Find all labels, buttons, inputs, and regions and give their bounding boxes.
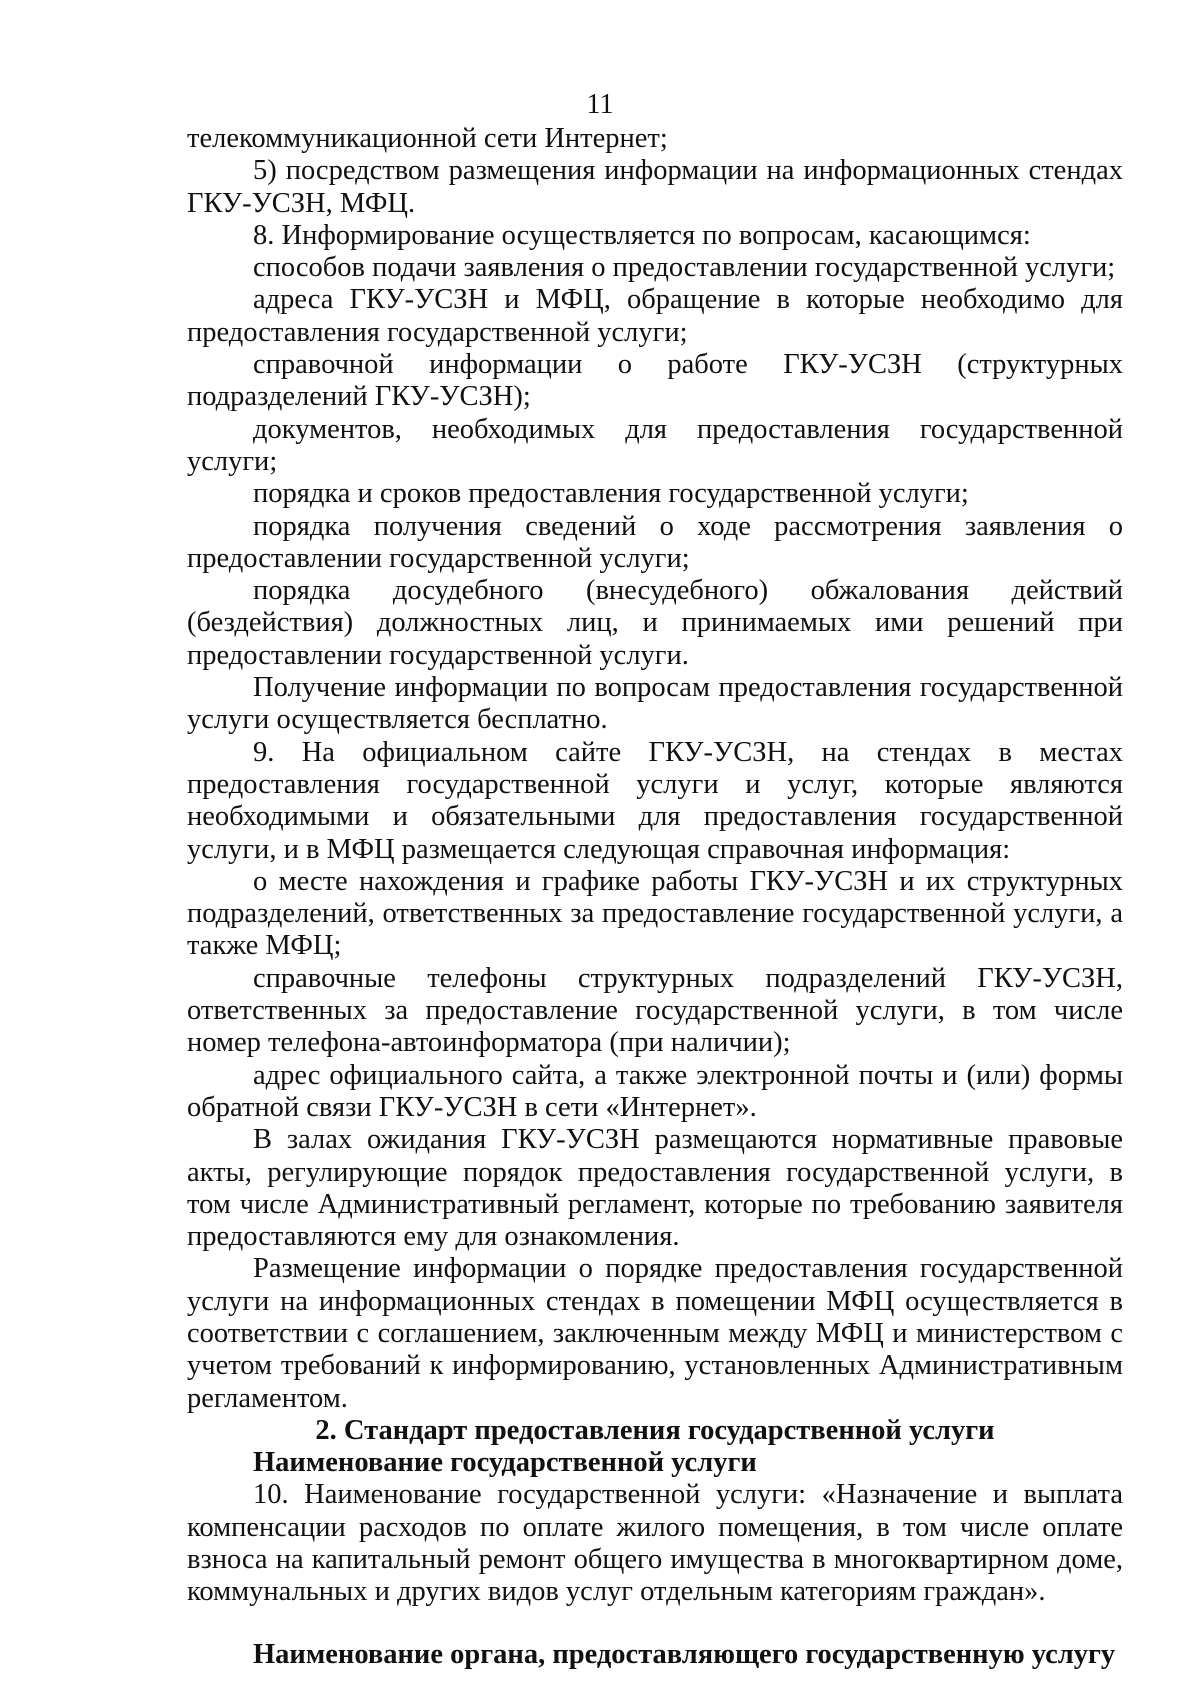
paragraph: 10. Наименование государственной услуги: «Назначение и выплата компенсации расходов по оплате жилого помещения, в том числе оплате взноса на капитальный ремонт общего имущества в многоквартирном доме, коммунальных и других видов услуг отдельным категориям граждан». <box>187 1479 1123 1608</box>
paragraph: 8. Информирование осуществляется по вопросам, касающимся: <box>253 219 1031 251</box>
paragraph: В залах ожидания ГКУ-УСЗН размещаются нормативные правовые акты, регулирующие порядок предоставления государственной услуги, в том числе Административный регламент, которые по требованию заявителя предоставляются ему для ознакомления. <box>187 1124 1123 1253</box>
paragraph: способов подачи заявления о предоставлении государственной услуги; <box>253 252 1116 284</box>
paragraph: адреса ГКУ-УСЗН и МФЦ, обращение в которые необходимо для предоставления государственной услуги; <box>187 284 1123 348</box>
paragraph: Размещение информации о порядке предоставления государственной услуги на информационных стендах в помещении МФЦ осуществляется в соответствии с соглашением, заключенным между МФЦ и министерством с учетом требований к информированию, установленных Административным регламентом. <box>187 1253 1123 1414</box>
paragraph: Получение информации по вопросам предоставления государственной услуги осуществляется бесплатно. <box>187 672 1123 736</box>
document-body <box>187 123 1123 1671</box>
paragraph: документов, необходимых для предоставления государственной услуги; <box>187 413 1123 477</box>
paragraph: адрес официального сайта, а также электронной почты и (или) формы обратной связи ГКУ-УСЗН в сети «Интернет». <box>187 1059 1123 1123</box>
subsection-heading: Наименование государственной услуги <box>253 1447 757 1479</box>
paragraph: 5) посредством размещения информации на информационных стендах ГКУ-УСЗН, МФЦ. <box>187 155 1123 219</box>
paragraph: порядка и сроков предоставления государственной услуги; <box>253 478 969 510</box>
paragraph: порядка досудебного (внесудебного) обжалования действий (бездействия) должностных лиц, и принимаемых ими решений при предоставлении государственной услуги. <box>187 575 1123 671</box>
paragraph: порядка получения сведений о ходе рассмотрения заявления о предоставлении государственной услуги; <box>187 510 1123 574</box>
page-number: 11 <box>586 89 614 120</box>
spacer <box>187 1609 1123 1639</box>
paragraph: справочной информации о работе ГКУ-УСЗН (структурных подразделений ГКУ-УСЗН); <box>187 349 1123 413</box>
paragraph: о месте нахождения и графике работы ГКУ-УСЗН и их структурных подразделений, ответственных за предоставление государственной услуги, а также МФЦ; <box>187 865 1123 962</box>
paragraph: телекоммуникационной сети Интернет; <box>187 123 668 154</box>
section-heading: 2. Стандарт предоставления государственной услуги <box>315 1414 995 1446</box>
paragraph: справочные телефоны структурных подразделений ГКУ-УСЗН, ответственных за предоставление государственной услуги, в том числе номер телефона-автоинформатора (при наличии); <box>187 962 1123 1059</box>
paragraph: 9. На официальном сайте ГКУ-УСЗН, на стендах в местах предоставления государственной услуги и услуг, которые являются необходимыми и обязательными для предоставления государственной услуги, и в МФЦ размещается следующая справочная информация: <box>187 736 1123 865</box>
subsection-heading: Наименование органа, предоставляющего государственную услугу <box>253 1638 1116 1670</box>
